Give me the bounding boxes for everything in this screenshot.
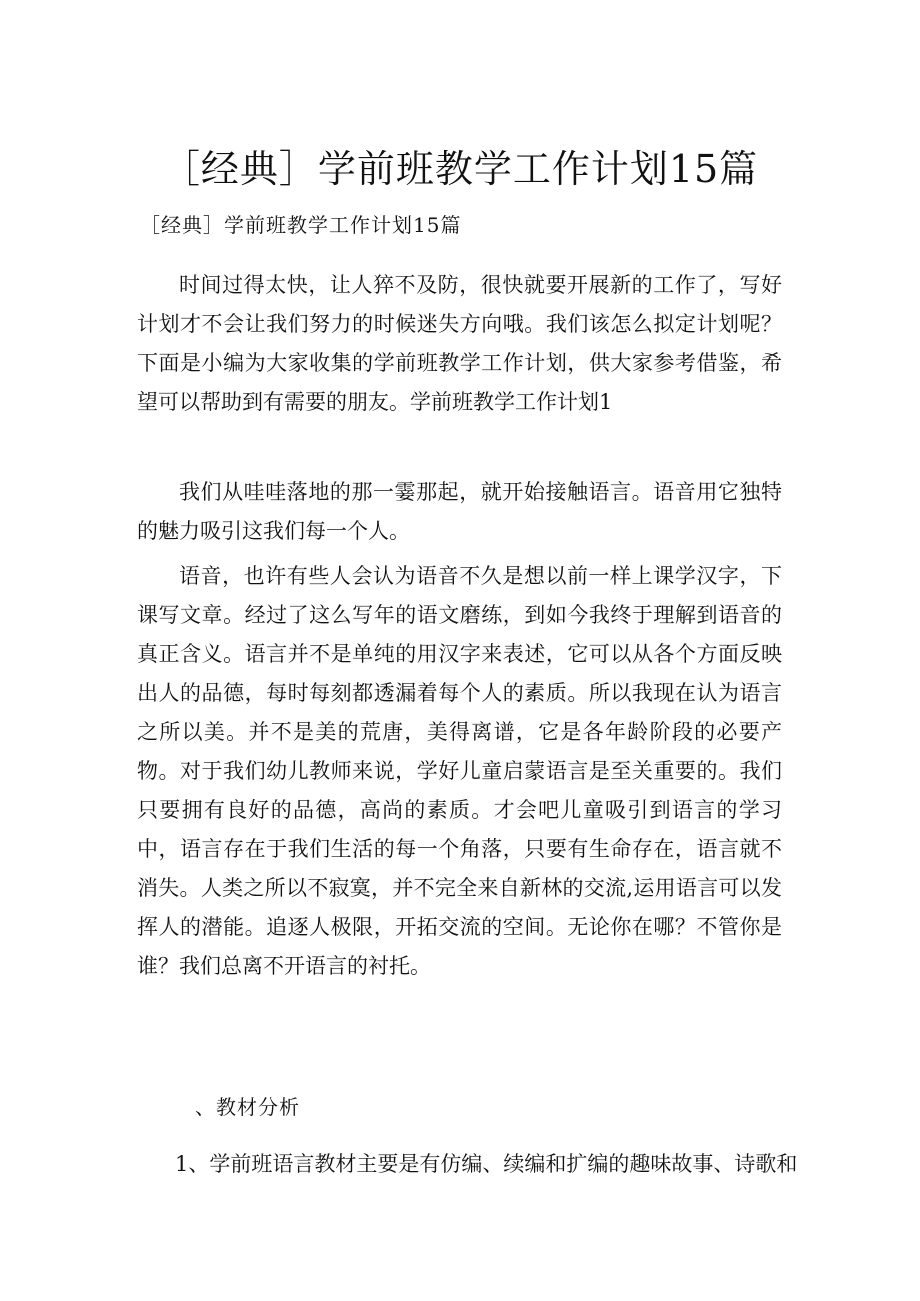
paragraph-intro: 时间过得太快，让人猝不及防，很快就要开展新的工作了，写好计划才不会让我们努力的时候迷失方向哦。我们该怎么拟定计划呢？下面是小编为大家收集的学前班教学工作计划，供大家参考借鉴，希望可以帮助到有需要的朋友。学前班教学工作计划1 <box>137 273 782 414</box>
section-heading-material-analysis: 、教材分析 <box>195 1095 300 1119</box>
document-subtitle: ［经典］学前班教学工作计划15篇 <box>140 213 462 237</box>
paragraph-language-start: 我们从哇哇落地的那一霎那起，就开始接触语言。语音用它独特的魅力吸引这我们每一个人。 <box>137 480 782 543</box>
paragraph-language-beauty: 语音，也许有些人会认为语音不久是想以前一样上课学汉字，下课写文章。经过了这么写年的语文磨练，到如今我终于理解到语音的真正含义。语言并不是单纯的用汉字来表述，它可以从各个方面反映出人的品德，每时每刻都透漏着每个人的素质。所以我现在认为语言之所以美。并不是美的荒唐，美得离谱，它是各年龄阶段的必要产物。对于我们幼儿教师来说，学好儿童启蒙语言是至关重要的。我们只要拥有良好的品德，高尚的素质。才会吧儿童吸引到语言的学习中，语言存在于我们生活的每一个角落，只要有生命存在，语言就不消失。人类之所以不寂寞，并不完全来自新林的交流,运用语言可以发挥人的潜能。追逐人极限，开拓交流的空间。无论你在哪？不管你是谁？我们总离不开语言的衬托。 <box>137 564 782 978</box>
list-item-1: 1、学前班语言教材主要是有仿编、续编和扩编的趣味故事、诗歌和 <box>175 1152 798 1176</box>
document-title: ［经典］学前班教学工作计划15篇 <box>161 147 759 191</box>
